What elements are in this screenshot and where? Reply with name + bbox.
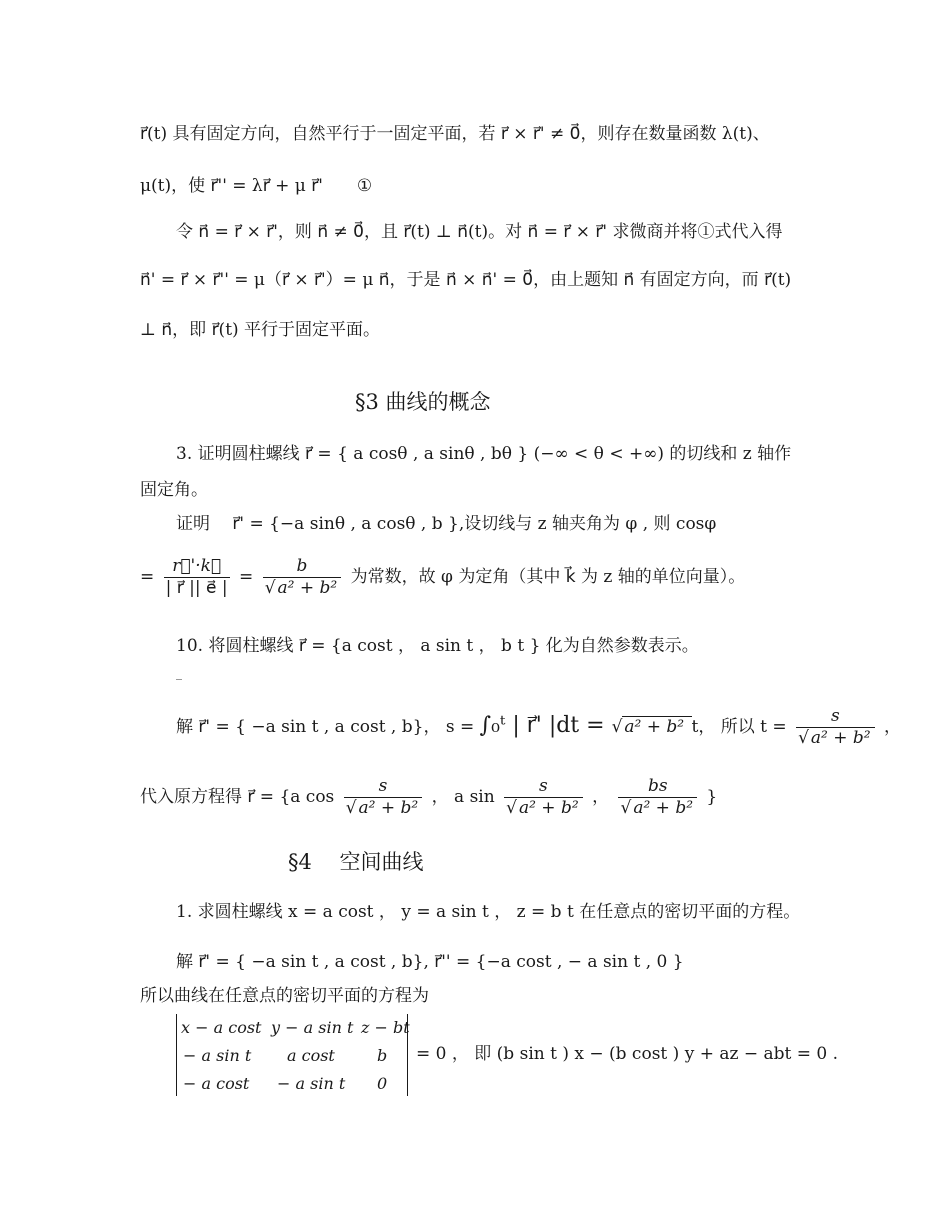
- fraction-numerator: b: [296, 556, 308, 576]
- fraction-denominator: √ a² + b²: [263, 577, 342, 597]
- problem-statement: 固定角。: [140, 480, 208, 500]
- text-line: n⃗' = r⃗ × r⃗'' = μ（r⃗ × r⃗'）= μ n⃗，于是 n⃗ × n⃗' = 0⃗，由上题知 n⃗ 有固定方向，而 r⃗(t): [140, 270, 792, 290]
- comma: ，: [592, 787, 610, 807]
- det-cell: b: [377, 1046, 388, 1065]
- fraction: [263, 558, 342, 597]
- section-heading: §4 空间曲线: [288, 850, 424, 874]
- problem-statement: 3. 证明圆柱螺线 r⃗ = { a cosθ , a sinθ , bθ } (−∞ < θ < +∞) 的切线和 z 轴作: [176, 444, 792, 464]
- determinant: [176, 1014, 408, 1096]
- proof-equation: [140, 558, 745, 597]
- fraction-numerator: s: [830, 706, 840, 726]
- fraction: [164, 558, 230, 597]
- det-cell: − a sin t: [183, 1046, 252, 1065]
- radicand: a² + b²: [633, 798, 694, 818]
- fraction-denominator: √ a² + b²: [618, 797, 697, 817]
- radicand: a² + b²: [624, 717, 690, 737]
- proof-conclusion: 为常数，故 φ 为定角（其中 k⃗ 为 z 轴的单位向量）。: [350, 567, 746, 587]
- det-cell: x − a cost: [181, 1018, 262, 1037]
- fraction: [618, 778, 697, 817]
- radicand: a² + b²: [810, 728, 871, 748]
- det-cell: z − bt: [361, 1018, 410, 1037]
- solution-line: 所以曲线在任意点的密切平面的方程为: [140, 986, 429, 1006]
- fraction: [796, 708, 875, 747]
- determinant-result: = 0 ， 即 (b sin t ) x − (b cost ) y + az − abt = 0 .: [416, 1044, 839, 1064]
- comma: ，: [884, 717, 902, 737]
- det-cell: − a cost: [183, 1074, 250, 1093]
- substitution-line: [140, 778, 717, 817]
- solution-text: t， 所以 t =: [691, 717, 787, 737]
- fraction: [504, 778, 583, 817]
- fraction-denominator: √ a² + b²: [796, 727, 875, 747]
- stray-mark: [176, 679, 182, 680]
- text-line: ⊥ n⃗，即 r⃗(t) 平行于固定平面。: [140, 320, 381, 340]
- equals-sign: =: [140, 567, 155, 587]
- problem-statement: 1. 求圆柱螺线 x = a cost ， y = a sin t ， z = b t 在任意点的密切平面的方程。: [176, 902, 801, 922]
- problem-statement: 10. 将圆柱螺线 r⃗ = {a cost ， a sin t ， b t } 化为自然参数表示。: [176, 636, 699, 656]
- text-line: 令 n⃗ = r⃗ × r⃗'，则 n⃗ ≠ 0⃗，且 r⃗(t) ⊥ n⃗(t)。对 n⃗ = r⃗ × r⃗' 求微商并将①式代入得: [176, 222, 783, 242]
- brace: }: [706, 787, 718, 807]
- fraction-numerator: s: [378, 776, 388, 796]
- text-line: μ(t)，使 r⃗'' = λr⃗ + μ r⃗' ①: [140, 176, 373, 196]
- text-line: r⃗(t) 具有固定方向，自然平行于一固定平面，若 r⃗ × r⃗' ≠ 0⃗，则存在数量函数 λ(t)、: [140, 124, 770, 144]
- fraction-denominator: √ a² + b²: [344, 797, 423, 817]
- solution-line: 解 r⃗' = { −a sin t , a cost , b}, r⃗'' = {−a cost , − a sin t , 0 }: [176, 952, 684, 972]
- det-cell: a cost: [287, 1046, 335, 1065]
- fraction-numerator: bs: [647, 776, 668, 796]
- fraction-denominator: | r⃗ || e⃗ |: [165, 578, 228, 598]
- radicand: a² + b²: [518, 798, 579, 818]
- equals-sign: =: [239, 567, 254, 587]
- fraction-numerator: s: [539, 776, 548, 796]
- solution-text: ， a sin: [431, 787, 495, 807]
- radicand: a² + b²: [358, 798, 419, 818]
- sqrt: √ a² + b²: [611, 717, 690, 737]
- fraction-numerator: r⃗'·k⃗: [172, 556, 222, 576]
- det-cell: 0: [377, 1074, 388, 1093]
- solution-line: [176, 708, 901, 747]
- det-cell: y − a sin t: [271, 1018, 354, 1037]
- proof-line: 证明 r⃗' = {−a sinθ , a cosθ , b },设切线与 z 轴夹角为 φ , 则 cosφ: [176, 514, 717, 534]
- fraction: [344, 778, 423, 817]
- det-cell: − a sin t: [277, 1074, 346, 1093]
- solution-text: 代入原方程得 r⃗ = {a cos: [140, 787, 335, 807]
- integral: ∫₀ᵗ | r⃗' |dt =: [479, 713, 612, 738]
- section-heading: §3 曲线的概念: [355, 390, 491, 414]
- solution-text: 解 r⃗' = { −a sin t , a cost , b}， s =: [176, 717, 475, 737]
- fraction-denominator: √ a² + b²: [504, 797, 583, 817]
- radicand: a² + b²: [277, 578, 338, 598]
